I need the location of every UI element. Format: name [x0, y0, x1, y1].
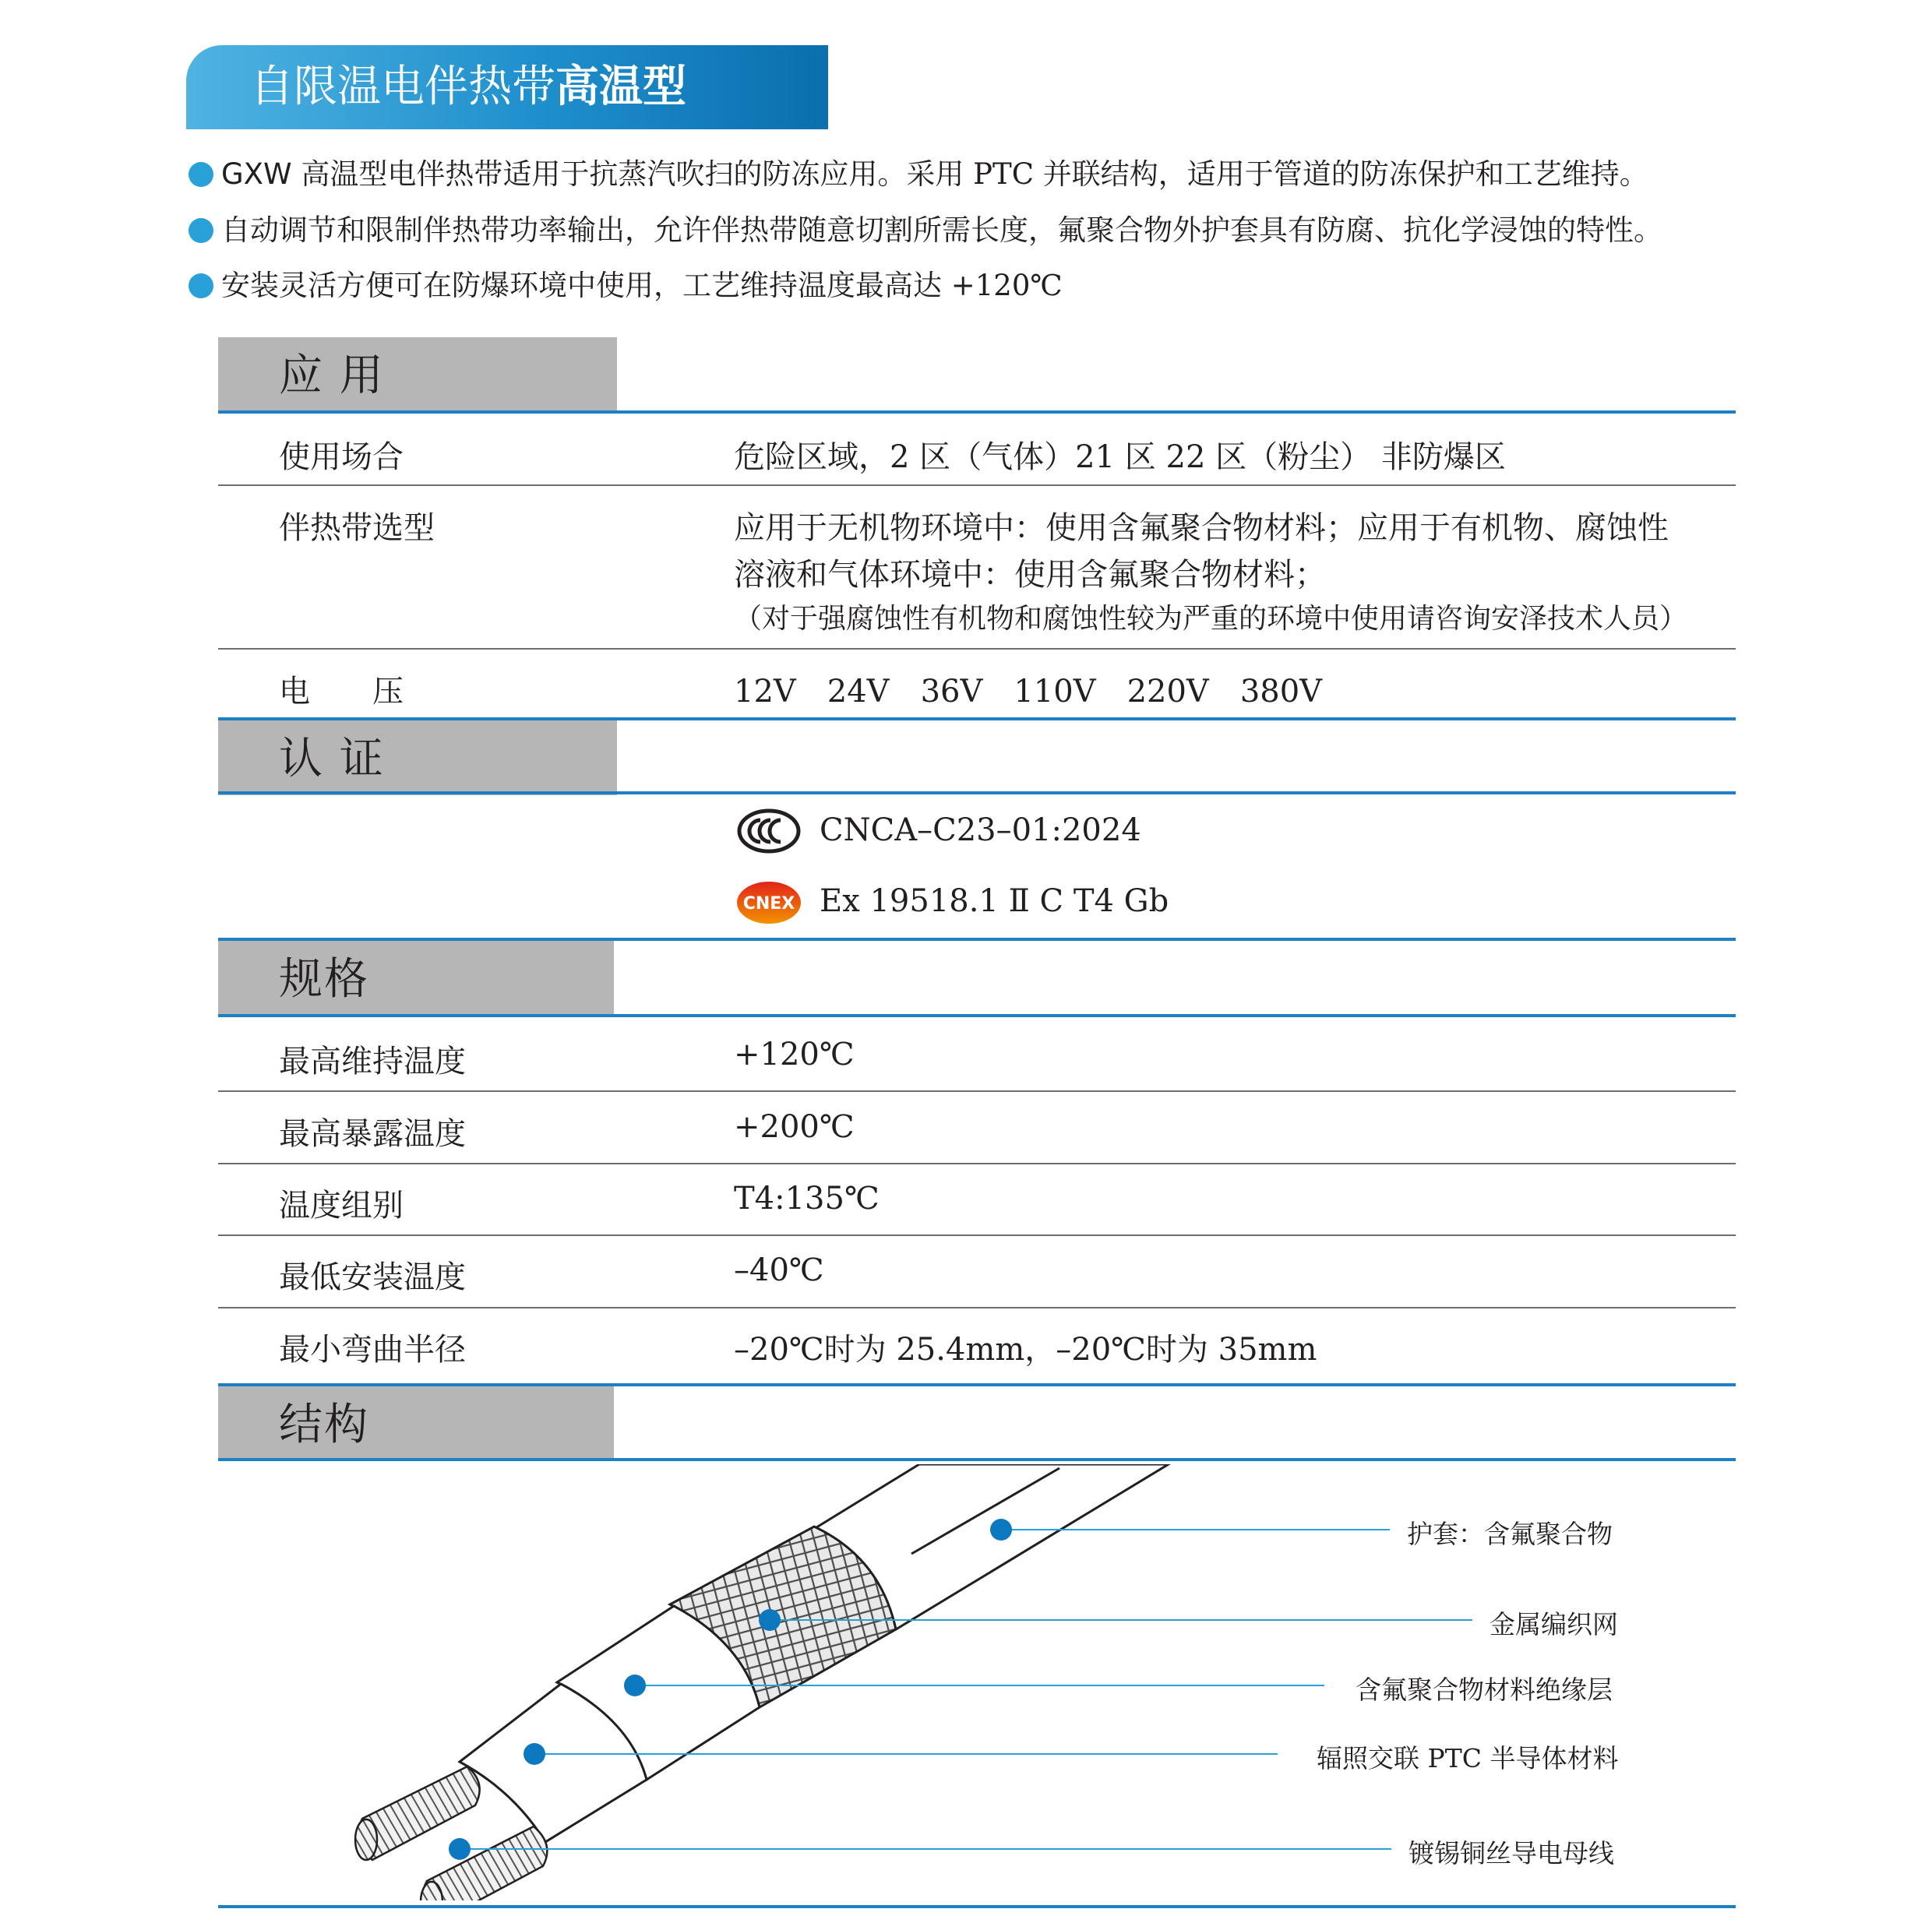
bullet-text: 适用于抗蒸汽吹扫的防冻应用。采用 PTC 并联结构，适用于管道的防冻保护和工艺维持。	[502, 157, 1648, 191]
bullet-dot-icon	[189, 162, 213, 187]
section-title: 认 证	[279, 734, 385, 784]
row-value: T4:135℃	[734, 1181, 880, 1217]
divider-gray	[218, 1234, 1736, 1236]
row-label: 最小弯曲半径	[279, 1332, 466, 1368]
row-value: –20℃时为 25.4mm，–20℃时为 35mm	[734, 1332, 1317, 1368]
callout-braid: 金属编织网	[1490, 1609, 1618, 1639]
bullet-highlight: GXW 高温型电伴热带	[221, 157, 503, 191]
row-value: 溶液和气体环境中：使用含氟聚合物材料；	[734, 557, 1326, 593]
callout-ptc: 辐照交联 PTC 半导体材料	[1317, 1743, 1619, 1773]
row-value-note: （对于强腐蚀性有机物和腐蚀性较为严重的环境中使用请咨询安泽技术人员）	[734, 603, 1688, 635]
callout-jacket: 护套：含氟聚合物	[1407, 1519, 1613, 1549]
section-title: 应 用	[279, 350, 385, 401]
callout-insulation: 含氟聚合物材料绝缘层	[1356, 1675, 1613, 1705]
row-value: +200℃	[734, 1109, 855, 1145]
divider-blue	[218, 791, 1736, 794]
row-label: 最低安装温度	[279, 1259, 466, 1295]
bullet-dot-icon	[189, 273, 213, 298]
section-header-structure	[218, 1386, 614, 1461]
page-title-banner	[186, 45, 828, 129]
row-label: 最高维持温度	[279, 1044, 466, 1079]
cnex-mark-icon	[735, 880, 802, 925]
cert-cnex-text: Ex 19518.1 Ⅱ C T4 Gb	[820, 883, 1169, 919]
row-label: 最高暴露温度	[279, 1116, 466, 1152]
row-value: 应用于无机物环境中：使用含氟聚合物材料；应用于有机物、腐蚀性	[734, 510, 1669, 546]
row-label: 温度组别	[279, 1188, 404, 1224]
row-label: 伴热带选型	[279, 510, 435, 546]
bullet-3	[189, 266, 1063, 305]
section-title: 规格	[279, 954, 369, 1005]
cnex-logo-text: CNEX	[742, 894, 795, 914]
row-value: 12V 24V 36V 110V 220V 380V	[734, 674, 1323, 710]
divider-blue	[218, 410, 1736, 414]
bullet-dot-icon	[189, 218, 213, 243]
row-value: –40℃	[734, 1252, 824, 1288]
divider-gray	[218, 648, 1736, 650]
title-normal: 自限温电伴热带	[250, 62, 555, 112]
ccc-mark-icon	[737, 808, 801, 854]
bullet-2	[189, 211, 1662, 250]
divider-blue	[218, 1014, 1736, 1017]
section-header-application	[218, 337, 617, 412]
callout-conductor: 镀锡铜丝导电母线	[1408, 1838, 1614, 1868]
bullet-text: 安装灵活方便可在防爆环境中使用，工艺维持温度最高达 +120℃	[221, 269, 1063, 302]
row-value: +120℃	[734, 1037, 855, 1072]
bullet-1	[189, 155, 1648, 194]
section-header-specs	[218, 941, 614, 1016]
divider-blue-bottom	[218, 1905, 1736, 1908]
section-header-certification	[218, 720, 617, 795]
divider-gray	[218, 1090, 1736, 1092]
divider-gray	[218, 484, 1736, 486]
row-label: 使用场合	[279, 439, 404, 475]
row-label: 电 压	[279, 674, 404, 710]
cable-structure-diagram	[0, 1464, 1932, 1900]
title-bold: 高温型	[555, 62, 686, 112]
row-value: 危险区域，2 区（气体）21 区 22 区（粉尘） 非防爆区	[734, 439, 1506, 475]
section-title: 结构	[279, 1400, 369, 1450]
bullet-text: 自动调节和限制伴热带功率输出，允许伴热带随意切割所需长度，氟聚合物外护套具有防腐、抗化学浸蚀的特性。	[221, 213, 1662, 247]
divider-gray	[218, 1307, 1736, 1308]
divider-blue	[218, 1458, 1736, 1461]
cert-ccc-text: CNCA–C23–01:2024	[820, 812, 1141, 848]
divider-gray	[218, 1163, 1736, 1164]
